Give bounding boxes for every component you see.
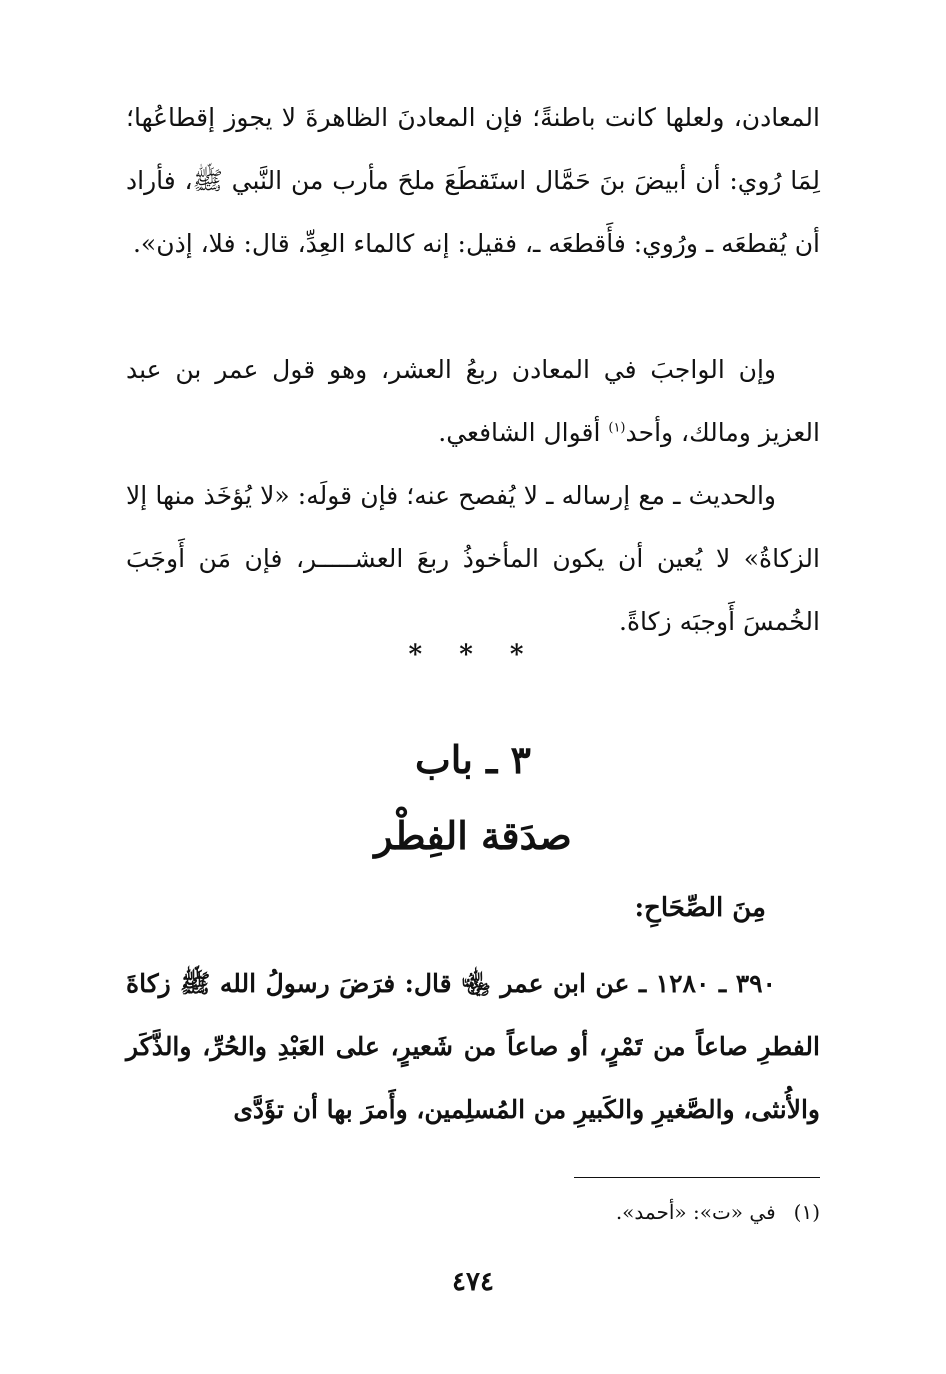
paragraph-text: أقوال الشافعي. bbox=[438, 418, 609, 447]
paragraph-text: وإن الواجبَ في المعادن ربعُ العشر، وهو قول عمر بن عبد العزيز ومالك، وأحد bbox=[126, 355, 820, 447]
hadith-text bbox=[126, 952, 820, 1141]
section-separator: * * * bbox=[408, 640, 538, 670]
chapter-number: ٣ ـ باب bbox=[415, 737, 531, 782]
footnote-text: في «ت»: «أحمد». bbox=[615, 1200, 776, 1224]
footnote bbox=[126, 1196, 820, 1228]
hadith-body: عن ابن عمر ﵄ قال: فرَضَ رسولُ الله ﷺ زكاةَ الفطرِ صاعاً من تَمْرٍ، أو صاعاً من شَعيرٍ، على العَبْدِ والحُرِّ، والذَّكَر والأُنثى، والصَّغيرِ والكَبيرِ من المُسلِمين، وأَمرَ بها أن تؤَدَّى bbox=[126, 969, 820, 1124]
footnote-divider bbox=[574, 1177, 820, 1178]
chapter-title: صدَقة الفِطْر bbox=[374, 813, 572, 858]
paragraph-hadith-commentary bbox=[126, 464, 820, 653]
hadith-number: ٣٩٠ ـ ١٢٨٠ ـ bbox=[638, 969, 776, 998]
section-label: مِنَ الصِّحَاحِ: bbox=[634, 893, 766, 923]
paragraph-minerals bbox=[126, 86, 820, 275]
footnote-number: (١) bbox=[793, 1200, 820, 1224]
footnote-marker[interactable]: (١) bbox=[608, 420, 626, 436]
page-number: ٤٧٤ bbox=[452, 1267, 494, 1297]
paragraph-text: المعادن، ولعلها كانت باطنةً؛ فإن المعادنَ الظاهرةَ لا يجوز إقطاعُها؛ لِمَا رُوي: أن أبيضَ بنَ حَمَّال استَقطَعَ ملحَ مأرب من النَّبي ﷺ، فأراد أن يُقطعَه ـ ورُوي: فأَقطعَه ـ، فقيل: إنه كالماء العِدِّ، قال: فلا، إذن». bbox=[126, 103, 820, 258]
paragraph-text: والحديث ـ مع إرساله ـ لا يُفصح عنه؛ فإن قولَه: «لا يُؤخَذ منها إلا الزكاةُ» لا يُعين أن يكون المأخوذُ ربعَ العشـــــر، فإن مَن أَوجَبَ الخُمسَ أَوجبَه زكاةً. bbox=[126, 481, 820, 636]
paragraph-obligation bbox=[126, 338, 820, 464]
